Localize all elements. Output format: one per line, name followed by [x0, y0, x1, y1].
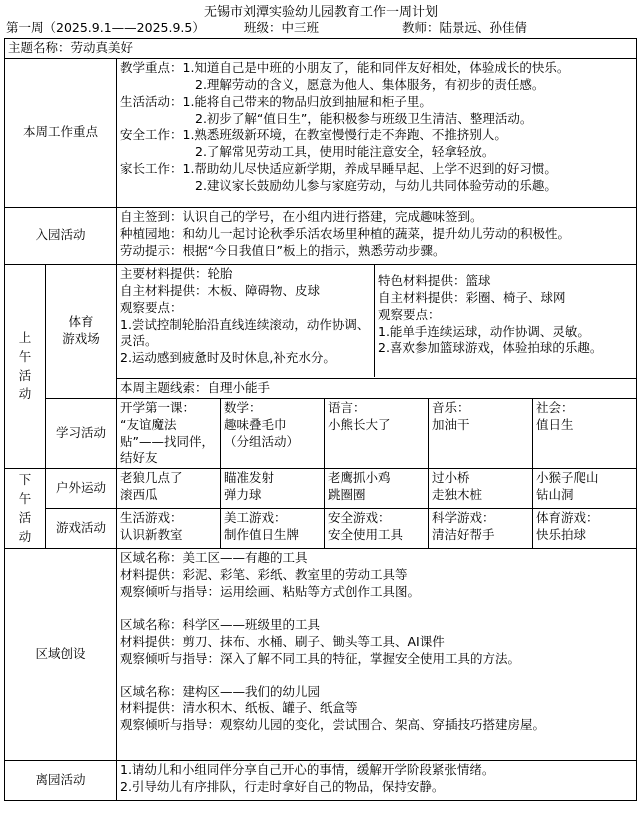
area-line: 材料提供：彩泥、彩笔、彩纸、教室里的劳动工具等 — [120, 567, 408, 583]
afternoon-label-char: 午 — [18, 491, 32, 506]
arrival-label: 入园活动 — [5, 207, 117, 264]
pe-right-column — [375, 265, 633, 358]
learning-day-4: 音乐： 加油干 — [429, 398, 533, 469]
areas-content — [117, 549, 637, 761]
morning-label-char: 动 — [18, 386, 32, 402]
area-line: 观察倾听与指导：深入了解不同工具的特征，掌握安全使用工具的方法。 — [120, 650, 521, 666]
area-line: 区域名称：美工区——有趣的工具 — [120, 550, 308, 566]
weekly-plan-table — [4, 38, 637, 801]
theme-row — [5, 39, 637, 59]
departure-line: 1.请幼儿和小组同伴分享自己开心的事情，缓解开学阶段紧张情绪。 — [120, 762, 495, 778]
pe-left-line: 1.尝试控制轮胎沿直线连续滚动，动作协调、灵活。 — [120, 316, 370, 349]
arrival-line: 种植园地：和幼儿一起讨论秋季乐活农场里种植的蔬菜，提升幼儿劳动的积极性。 — [120, 225, 571, 241]
morning-label-char: 午 — [18, 348, 32, 364]
pe-left-line: 2.运动感到疲惫时及时休息,补充水分。 — [120, 350, 336, 366]
focus-line: 家长工作：1.帮助幼儿尽快适应新学期，养成早睡早起、上学不迟到的好习惯。 — [120, 161, 557, 177]
pe-left-column — [117, 265, 375, 377]
focus-line: 2.理解劳动的含义，愿意为他人、集体服务，有初步的责任感。 — [195, 76, 545, 92]
learning-label: 学习活动 — [46, 398, 117, 469]
weekly-focus-label: 本周工作重点 — [5, 58, 117, 207]
morning-label-char: 上 — [18, 330, 32, 346]
areas-label: 区域创设 — [5, 549, 117, 761]
games-label: 游戏活动 — [46, 509, 117, 549]
learning-day-1: 开学第一课： “友谊魔法贴”——找同伴，结好友 — [117, 398, 221, 469]
afternoon-label-char: 动 — [18, 528, 32, 544]
arrival-content — [117, 207, 637, 264]
focus-line: 2.建议家长鼓励幼儿参与家庭劳动，与幼儿共同体验劳动的乐趣。 — [195, 178, 557, 193]
header-info — [6, 20, 638, 37]
learning-day-5: 社会： 值日生 — [533, 398, 637, 469]
pe-label — [46, 264, 117, 398]
theme-name: 主题名称：劳动真美好 — [5, 39, 637, 59]
teacher-names: 教师：陆景远、孙佳倩 — [402, 20, 528, 35]
pe-label-line: 游戏场 — [62, 331, 100, 347]
afternoon-label-char: 下 — [18, 472, 32, 488]
weekly-focus-row — [5, 58, 637, 207]
weekly-focus-content — [117, 58, 637, 207]
focus-line: 教学重点：1.知道自己是中班的小朋友了，能和同伴友好相处，体验成长的快乐。 — [120, 59, 570, 75]
afternoon-label — [5, 469, 46, 549]
pe-right-line: 2.喜欢参加篮球游戏，体验拍球的乐趣。 — [378, 340, 603, 356]
departure-content — [117, 761, 637, 801]
focus-line: 2.了解常见劳动工具，使用时能注意安全，轻拿轻放。 — [195, 144, 495, 160]
outdoor-day-2: 瞄准发射 弹力球 — [221, 469, 325, 509]
outdoor-day-1: 老狼几点了 滚西瓜 — [117, 469, 221, 509]
pe-label-line: 体育 — [68, 314, 94, 330]
outdoor-day-5: 小猴子爬山 钻山洞 — [533, 469, 637, 509]
arrival-row — [5, 207, 637, 264]
area-line: 区域名称：科学区——班级里的工具 — [120, 616, 321, 632]
area-line: 材料提供：剪刀、抹布、水桶、刷子、锄头等工具、AI课件 — [120, 633, 445, 649]
focus-line: 2.初步了解“值日生”，能积极参与班级卫生清洁、整理活动。 — [195, 110, 533, 126]
learning-day-3: 语言： 小熊长大了 — [325, 398, 429, 469]
pe-left-line: 观察要点： — [120, 299, 183, 315]
arrival-line: 自主签到：认识自己的学号，在小组内进行搭建，完成趣味签到。 — [120, 208, 483, 224]
outdoor-day-3: 老鹰抓小鸡 跳圈圈 — [325, 469, 429, 509]
outdoor-day-4: 过小桥 走独木桩 — [429, 469, 533, 509]
pe-right-line: 1.能单手连续运球，动作协调、灵敏。 — [378, 323, 590, 339]
departure-row — [5, 761, 637, 801]
morning-label-char: 活 — [18, 367, 32, 383]
games-day-4: 科学游戏： 清洁好帮手 — [429, 509, 533, 549]
departure-line: 2.引导幼儿有序排队，行走时拿好自己的物品，保持安静。 — [120, 779, 445, 795]
pe-left-line: 主要材料提供：轮胎 — [120, 265, 233, 281]
area-line: 观察倾听与指导：运用绘画、粘贴等方式创作工具图。 — [120, 584, 421, 599]
morning-label — [5, 264, 46, 468]
games-day-5: 体育游戏： 快乐拍球 — [533, 509, 637, 549]
outdoor-row — [5, 469, 637, 509]
outdoor-label: 户外运动 — [46, 469, 117, 509]
focus-line: 生活活动：1.能将自己带来的物品归放到抽屉和柜子里。 — [120, 93, 432, 109]
pe-left-line: 自主材料提供：木板、障碍物、皮球 — [120, 282, 321, 298]
afternoon-label-char: 活 — [18, 509, 32, 525]
departure-label: 离园活动 — [5, 761, 117, 801]
pe-right-line: 观察要点： — [378, 306, 441, 322]
games-day-2: 美工游戏： 制作值日生牌 — [221, 509, 325, 549]
games-row — [5, 509, 637, 549]
pe-content — [117, 264, 637, 378]
theme-clue: 本周主题线索：自理小能手 — [117, 378, 637, 398]
learning-day-2: 数学： 趣味叠毛巾 （分组活动） — [221, 398, 325, 469]
pe-right-line: 特色材料提供：篮球 — [378, 272, 491, 288]
week-range: 第一周（2025.9.1——2025.9.5） — [6, 20, 205, 35]
games-day-3: 安全游戏： 安全使用工具 — [325, 509, 429, 549]
pe-row — [5, 264, 637, 378]
areas-row — [5, 549, 637, 761]
games-day-1: 生活游戏： 认识新教室 — [117, 509, 221, 549]
area-line: 材料提供：清水积木、纸板、罐子、纸盒等 — [120, 700, 358, 716]
pe-right-line: 自主材料提供：彩圈、椅子、球网 — [378, 289, 566, 305]
document-title: 无锡市刘潭实验幼儿园教育工作一周计划 — [203, 5, 438, 20]
area-line: 区域名称：建构区——我们的幼儿园 — [120, 683, 321, 699]
area-line: 观察倾听与指导：观察幼儿园的变化，尝试围合、架高、穿插技巧搭建房屋。 — [120, 717, 546, 733]
learning-row — [5, 398, 637, 469]
arrival-line: 劳动提示：根据“今日我值日”板上的指示，熟悉劳动步骤。 — [120, 242, 446, 258]
focus-line: 安全工作：1.熟悉班级新环境，在教室慢慢行走不奔跑、不推挤别人。 — [120, 127, 507, 143]
class-name: 班级：中三班 — [244, 20, 320, 35]
